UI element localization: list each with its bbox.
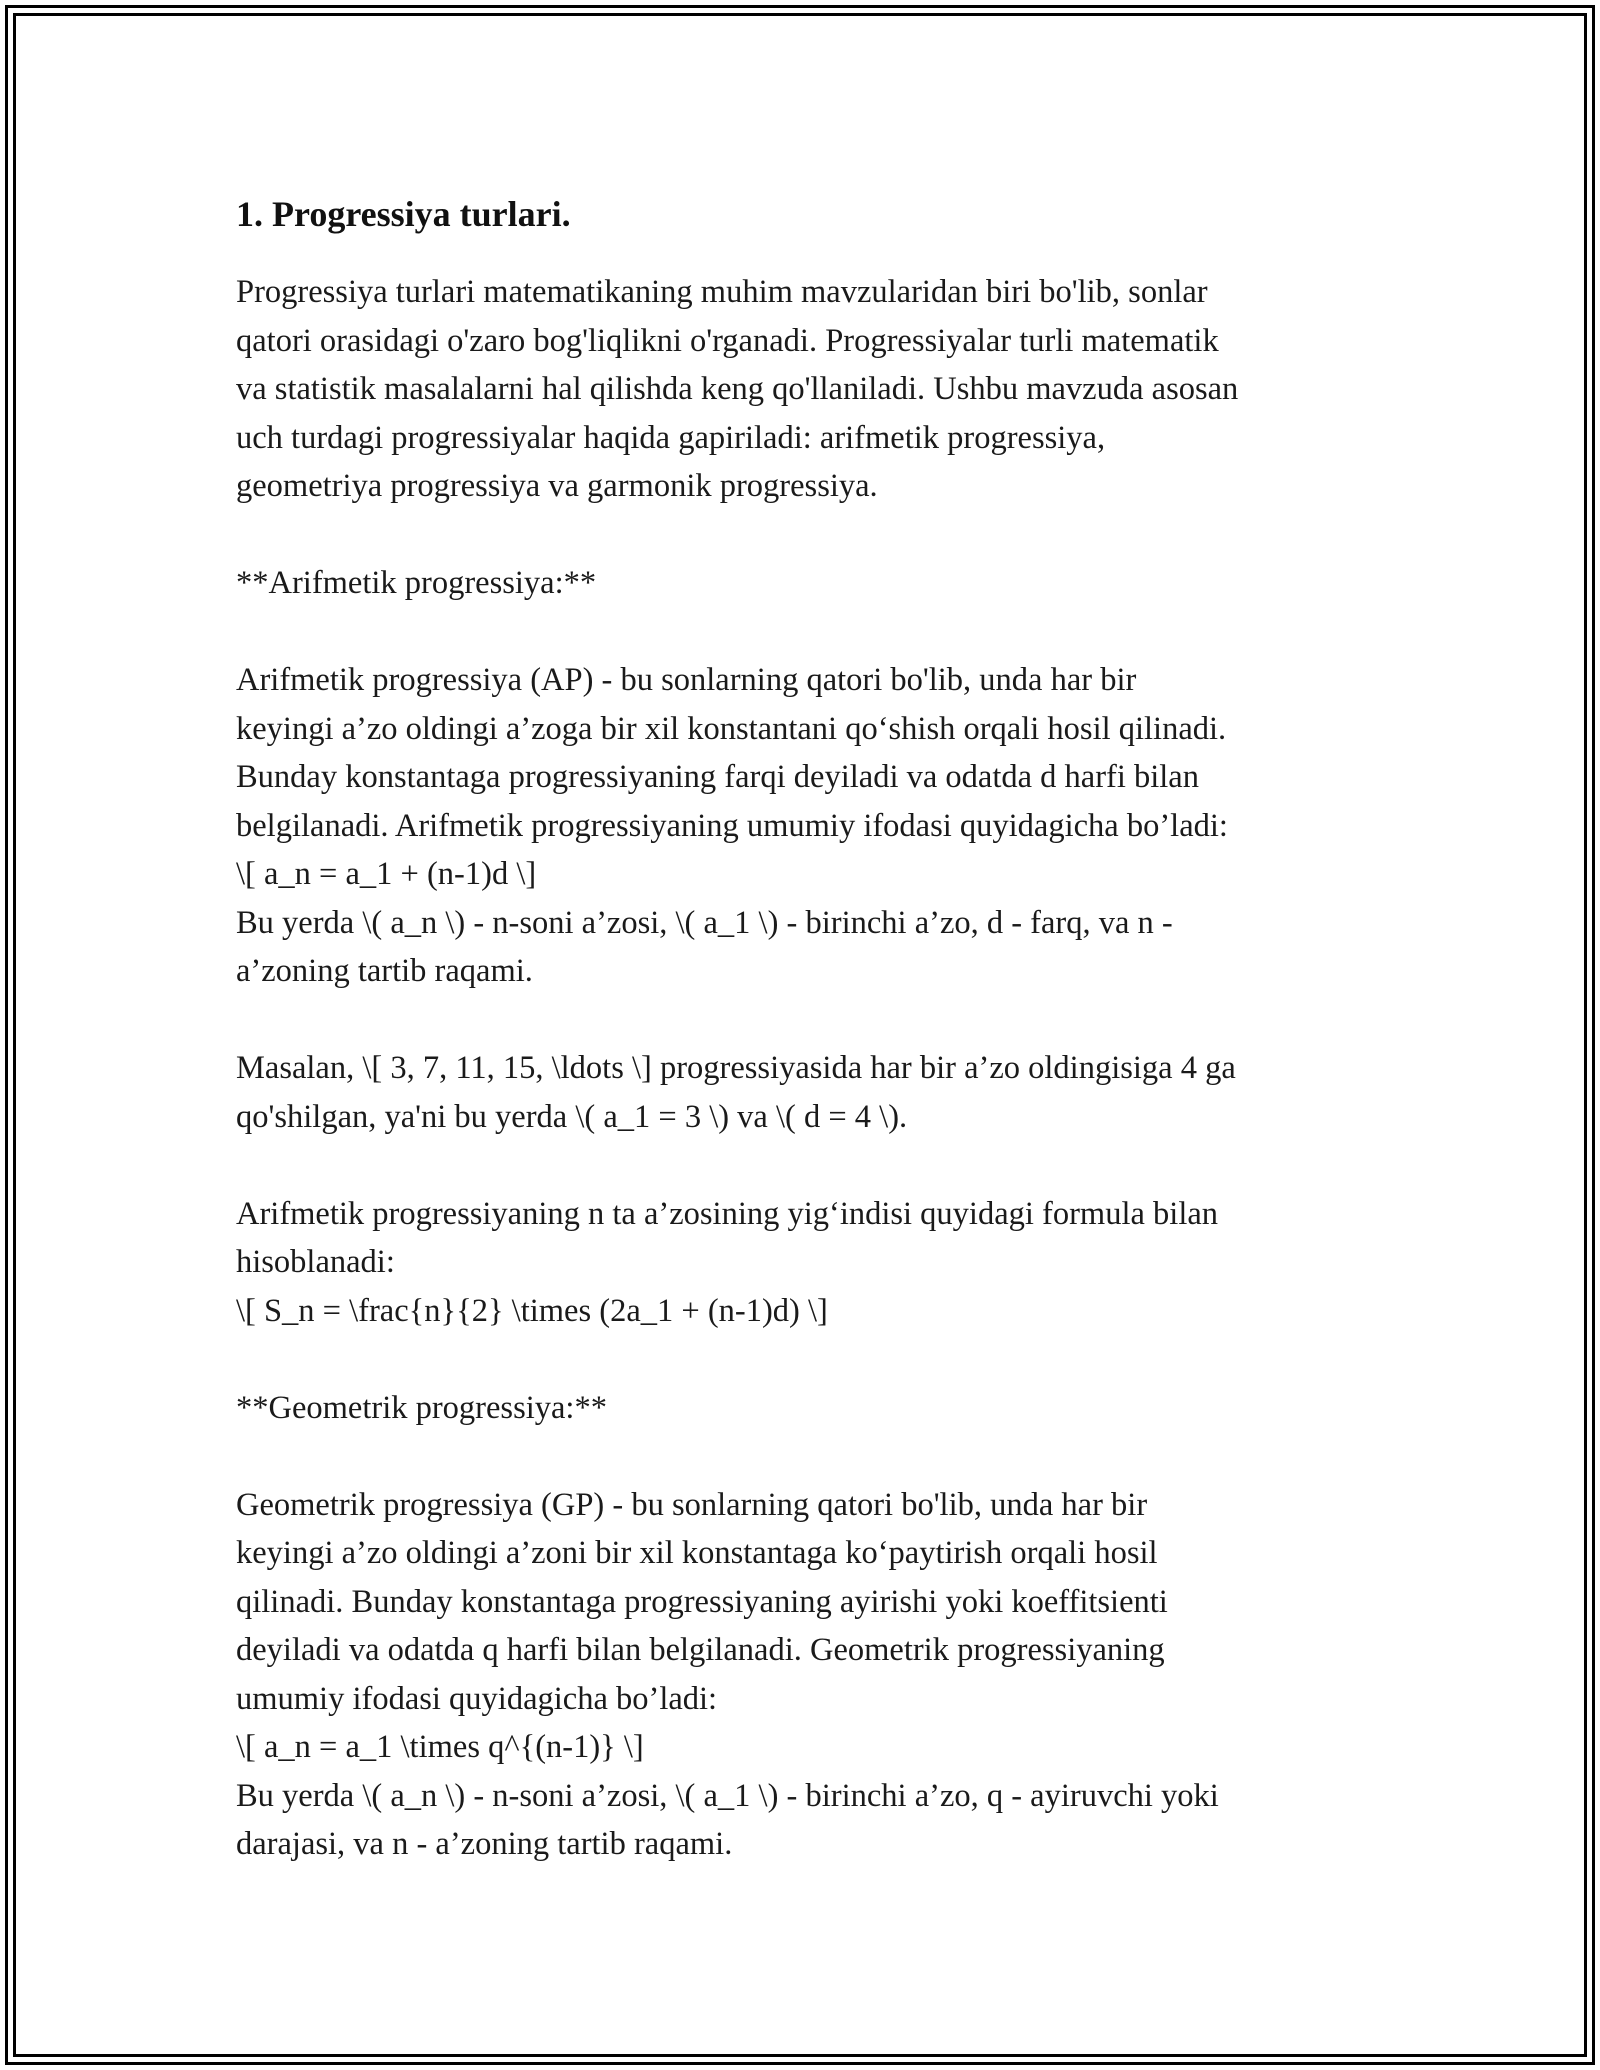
text-line: Bunday konstantaga progressiyaning farqi deyiladi va odatda d harfi bilan: [236, 759, 1199, 795]
text-line: darajasi, va n - a’zoning tartib raqami.: [236, 1826, 733, 1862]
text-line: Arifmetik progressiya (AP) - bu sonlarning qatori bo'lib, unda har bir: [236, 662, 1137, 698]
document-body: [236, 190, 1376, 1917]
formula-line: \[ a_n = a_1 \times q^{(n-1)} \]: [236, 1729, 644, 1765]
text-line: qo'shilgan, ya'ni bu yerda \( a_1 = 3 \) va \( d = 4 \).: [236, 1098, 908, 1135]
text-line: uch turdagi progressiyalar haqida gapiriladi: arifmetik progressiya,: [236, 419, 1106, 456]
text-line: Geometrik progressiya (GP) - bu sonlarning qatori bo'lib, unda har bir: [236, 1486, 1148, 1523]
text-line: keyingi a’zo oldingi a’zoga bir xil konstantani qo‘shish orqali hosil qilinadi.: [236, 710, 1227, 747]
formula-line: \[ S_n = \frac{n}{2} \times (2a_1 + (n-1)d) \]: [236, 1292, 828, 1329]
text-line: belgilanadi. Arifmetik progressiyaning umumiy ifodasi quyidagicha bo’ladi:: [236, 807, 1228, 844]
text-line: geometriya progressiya va garmonik progressiya.: [236, 468, 878, 504]
text-line: umumiy ifodasi quyidagicha bo’ladi:: [236, 1680, 718, 1717]
text-line: **Geometrik progressiya:**: [236, 1389, 607, 1426]
text-line: **Arifmetik progressiya:**: [236, 565, 597, 601]
text-line: qilinadi. Bunday konstantaga progressiyaning ayirishi yoki koeffitsienti: [236, 1583, 1168, 1620]
geometric-definition-paragraph: [236, 1481, 1376, 1869]
arithmetic-example-paragraph: [236, 1044, 1376, 1141]
text-line: a’zoning tartib raqami.: [236, 953, 533, 989]
arithmetic-heading: [236, 559, 1376, 608]
text-line: hisoblanadi:: [236, 1244, 395, 1280]
text-line: Bu yerda \( a_n \) - n-soni a’zosi, \( a_1 \) - birinchi a’zo, q - ayiruvchi yoki: [236, 1777, 1219, 1814]
text-line: Progressiya turlari matematikaning muhim mavzularidan biri bo'lib, sonlar: [236, 274, 1208, 310]
section-heading: 1. Progressiya turlari.: [236, 194, 571, 234]
text-line: Arifmetik progressiyaning n ta a’zosining yig‘indisi quyidagi formula bilan: [236, 1195, 1219, 1232]
text-line: va statistik masalalarni hal qilishda keng qo'llaniladi. Ushbu mavzuda asosan: [236, 371, 1239, 407]
text-line: Masalan, \[ 3, 7, 11, 15, \ldots \] progressiyasida har bir a’zo oldingisiga 4 ga: [236, 1050, 1236, 1086]
text-line: Bu yerda \( a_n \) - n-soni a’zosi, \( a_1 \) - birinchi a’zo, d - farq, va n -: [236, 904, 1173, 941]
text-line: qatori orasidagi o'zaro bog'liqlikni o'rganadi. Progressiyalar turli matematik: [236, 322, 1219, 359]
text-line: keyingi a’zo oldingi a’zoni bir xil konstantaga ko‘paytirish orqali hosil: [236, 1535, 1158, 1571]
intro-paragraph: [236, 268, 1376, 511]
arithmetic-definition-paragraph: [236, 656, 1376, 996]
arithmetic-sum-paragraph: [236, 1190, 1376, 1336]
geometric-heading: [236, 1384, 1376, 1433]
formula-line: \[ a_n = a_1 + (n-1)d \]: [236, 856, 537, 892]
text-line: deyiladi va odatda q harfi bilan belgilanadi. Geometrik progressiyaning: [236, 1632, 1165, 1668]
